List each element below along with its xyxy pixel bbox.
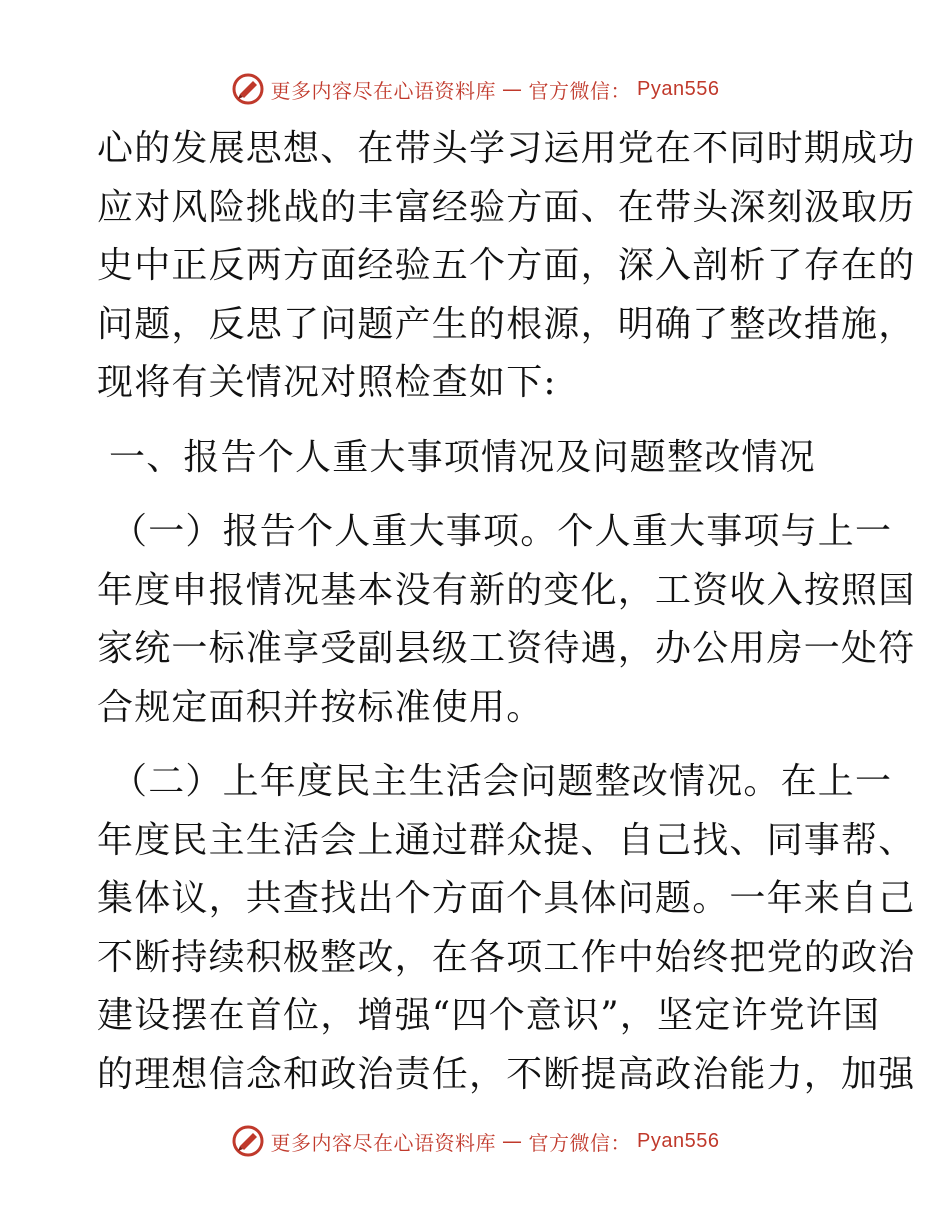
watermark-top [0,72,950,106]
text-line: 心的发展思想、在带头学习运用党在不同时期成功 [97,128,916,169]
text-line: 年度民主生活会上通过群众提、自己找、同事帮、 [97,819,916,861]
text-line: 问题，反思了问题产生的根源，明确了整改措施， [97,303,916,345]
text-line: （一）报告个人重大事项。个人重大事项与上一 [111,511,893,552]
text-line: 家统一标准享受副县级工资待遇，办公用房一处符 [97,628,916,669]
text-line: 的理想信念和政治责任，不断提高政治能力，加强 [97,1053,916,1095]
document-body [97,120,916,1104]
watermark-wechat-label: 官方微信： [528,1130,632,1155]
text-line: 建设摆在首位，增强“四个意识”，坚定许党许国 [97,995,881,1036]
paragraph-rectification [97,753,916,1104]
section-heading: 一、报告个人重大事项情况及问题整改情况 [109,436,816,478]
watermark-text: 更多内容尽在心语资料库 [270,1130,497,1155]
watermark-wechat-id: Pyan556 [637,1129,720,1152]
watermark-wechat-id: Pyan556 [637,77,720,100]
text-line: 史中正反两方面经验五个方面，深入剖析了存在的 [97,245,916,286]
watermark-text: 更多内容尽在心语资料库 [270,78,497,103]
text-line: 应对风险挑战的丰富经验方面、在带头深刻汲取历 [97,186,916,228]
text-line: 不断持续积极整改，在各项工作中始终把党的政治 [97,936,916,978]
watermark-bottom [0,1124,950,1158]
text-line: 合规定面积并按标准使用。 [97,686,544,728]
pen-logo-icon [231,72,265,106]
text-line: （二）上年度民主生活会问题整改情况。在上一 [111,761,893,802]
paragraph-personal-matters [97,503,916,737]
text-line: 年度申报情况基本没有新的变化，工资收入按照国 [97,569,916,611]
watermark-wechat-label: 官方微信： [528,78,632,103]
pen-logo-icon [231,1124,265,1158]
text-line: 现将有关情况对照检查如下: [97,362,557,403]
paragraph-intro [97,120,916,413]
text-line: 集体议，共查找出个方面个具体问题。一年来自己 [97,878,916,919]
watermark-separator: — [502,1129,523,1153]
watermark-separator: — [502,77,523,101]
